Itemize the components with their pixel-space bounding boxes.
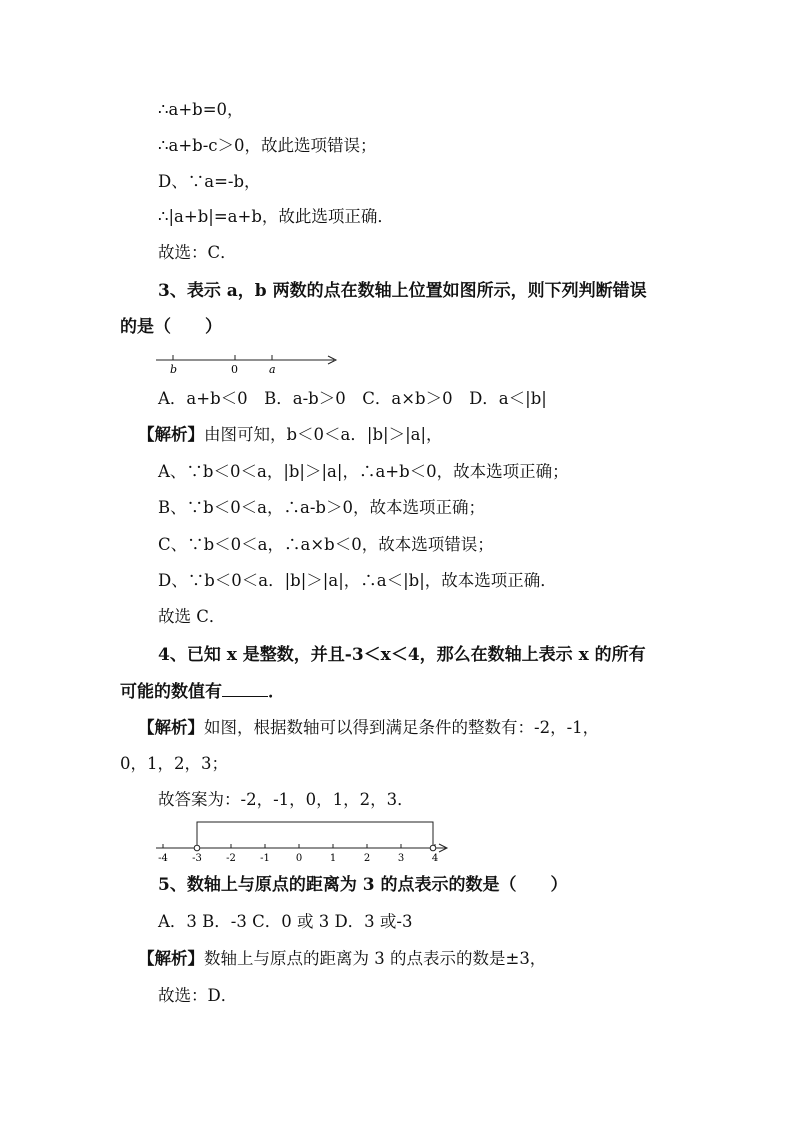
question-4-stem: 4、已知 x 是整数，并且-3＜x＜4，那么在数轴上表示 x 的所有 (158, 645, 646, 665)
text-line: ∴a+b-c＞0，故此选项错误； (158, 136, 377, 155)
open-circle-left (194, 845, 200, 851)
text-line: 故选：C． (158, 243, 237, 262)
stem-end: ． (268, 682, 285, 702)
analysis-tag: 【解析】 (138, 718, 204, 737)
question-3-stem: 3、表示 a，b 两数的点在数轴上位置如图所示，则下列判断错误 (158, 281, 647, 301)
text-line: ∴|a+b|=a+b，故此选项正确． (158, 207, 394, 226)
axis-label-a: a (269, 363, 276, 376)
q3-analysis-a: A、∵b＜0＜a，|b|＞|a|，∴a+b＜0，故本选项正确； (158, 462, 569, 481)
q4-analysis-line2: 0，1，2，3； (120, 754, 228, 773)
analysis-tag: 【解析】 (138, 425, 204, 444)
axis-label-b: b (170, 363, 178, 376)
axis-tick-label: -2 (226, 853, 236, 864)
open-circle-right (430, 845, 436, 851)
answer-blank (222, 680, 268, 697)
stem-text: 可能的数值有 (120, 682, 222, 702)
analysis-text: 由图可知，b＜0＜a．|b|＞|a|， (204, 425, 443, 444)
question-3-options: A．a+b＜0 B．a-b＞0 C．a×b＞0 D．a＜|b| (158, 389, 547, 408)
text-line: D、∵a=-b， (158, 172, 261, 191)
axis-tick-label: 1 (329, 853, 337, 864)
analysis-text: 如图，根据数轴可以得到满足条件的整数有：-2，-1， (204, 718, 600, 737)
analysis-tag: 【解析】 (138, 949, 204, 968)
q4-answer: 故答案为：-2，-1，0，1，2，3． (158, 790, 414, 809)
question-3-stem-cont: 的是（ ） (120, 317, 222, 337)
axis-tick-label: -1 (260, 853, 270, 864)
axis-tick-label: -3 (192, 853, 202, 864)
q5-analysis (138, 948, 546, 970)
q3-number-line (150, 348, 350, 376)
q3-analysis-intro (138, 424, 443, 446)
axis-label-zero: 0 (231, 363, 238, 376)
axis-tick-label: -4 (158, 853, 168, 864)
q3-analysis-b: B、∵b＜0＜a，∴a-b＞0，故本选项正确； (158, 498, 485, 517)
q4-number-line (150, 818, 455, 864)
question-5-options: A．3 B．-3 C．0 或 3 D．3 或-3 (158, 912, 413, 931)
q4-analysis-line1 (138, 717, 599, 739)
q3-answer: 故选 C． (158, 607, 226, 626)
axis-tick-label: 2 (363, 853, 371, 864)
axis-tick-label: 0 (295, 853, 303, 864)
q3-analysis-d: D、∵b＜0＜a．|b|＞|a|，∴a＜|b|，故本选项正确． (158, 571, 557, 590)
axis-tick-label: 3 (397, 853, 405, 864)
q3-analysis-c: C、∵b＜0＜a，∴a×b＜0，故本选项错误； (158, 535, 494, 554)
axis-tick-label: 4 (431, 853, 439, 864)
question-4-stem-cont (120, 680, 285, 703)
q5-answer: 故选：D． (158, 986, 238, 1005)
text-line: ∴a+b=0， (158, 100, 244, 119)
question-5-stem: 5、数轴上与原点的距离为 3 的点表示的数是（ ） (158, 875, 568, 895)
analysis-text: 数轴上与原点的距离为 3 的点表示的数是±3， (204, 949, 547, 968)
